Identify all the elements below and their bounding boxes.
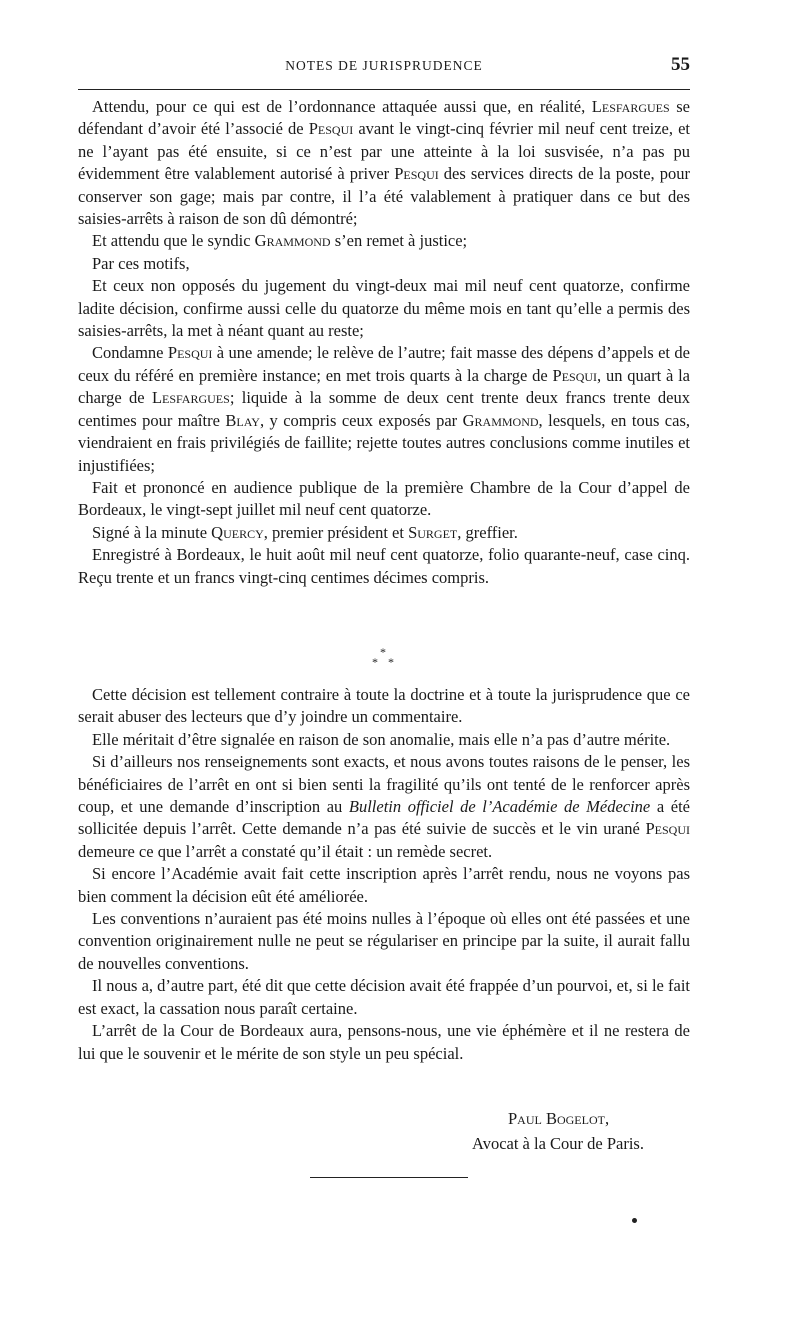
proper-name: Surget	[408, 522, 458, 542]
signature-block	[472, 1108, 692, 1158]
text-run: Attendu, pour ce qui est de l’ordonnance attaquée aussi que, en réalité,	[92, 97, 592, 116]
text-run: , premier président et	[263, 522, 409, 542]
judgment-paragraph	[78, 544, 690, 589]
commentary-paragraph	[78, 863, 690, 908]
text-run: Les conventions n’auraient pas été moins nulles à l’époque où elles ont été passées et une convention originairement nulle ne peut se régulariser en principe par la suite, il aurait fallu de nouvelles conventions.	[78, 909, 690, 973]
proper-name: Pesqui	[394, 164, 439, 184]
judgment-paragraph	[78, 275, 690, 342]
judgment-paragraph	[78, 253, 690, 275]
text-run: Fait et prononcé en audience publique de la première Chambre de la Cour d’appel de Bordeaux, le vingt-sept juillet mil neuf cent quatorze.	[78, 477, 690, 520]
header-rule	[78, 89, 690, 90]
text-run: Enregistré à Bordeaux, le huit août mil neuf cent quatorze, folio quarante-neuf, case cinq. Reçu trente et un francs vingt-cinq centimes décimes compris.	[78, 545, 690, 587]
judgment-paragraph	[78, 96, 690, 230]
text-run: , lesquels, en tous cas, viendraient en frais privilégiés de faillite; rejette toutes autres conclusions comme inutiles et injustifiées;	[78, 410, 690, 475]
proper-name: Grammond	[462, 410, 539, 430]
judgment-paragraph	[78, 522, 690, 544]
asterism-star-right: *	[388, 655, 394, 669]
footer-rule	[310, 1177, 468, 1178]
page-number: 55	[671, 54, 690, 75]
text-run: se défendant d’avoir été l’associé de	[78, 97, 690, 139]
text-run: Il nous a, d’autre part, été dit que cette décision avait été frappée d’un pourvoi, et, si le fait est exact, la cassation nous paraît certaine.	[78, 976, 690, 1018]
author-name: Paul Bogelot,	[508, 1109, 610, 1128]
commentary-paragraph	[78, 684, 690, 729]
commentary-paragraph	[78, 729, 690, 751]
commentary-paragraph	[78, 975, 690, 1020]
text-run: Signé à la minute	[92, 522, 212, 542]
text-run: Si d’ailleurs nos renseignements sont exacts, et nous avons toutes raisons de le penser, les bénéficiaires de l’arrêt en ont si bien senti la fragilité qu’ils ont tenté de le renforcer après coup, et une demande d’inscription au	[78, 752, 690, 817]
text-run: demeure ce que l’arrêt a constaté qu’il était : un remède secret.	[78, 841, 493, 861]
page-header	[78, 54, 690, 82]
proper-name: Blay	[225, 410, 260, 430]
text-run: a été sollicitée depuis l’arrêt. Cette demande n’a pas été suivie de succès et le vin urané	[78, 797, 690, 839]
text-run: Si encore l’Académie avait fait cette inscription après l’arrêt rendu, nous ne voyons pas bien comment la décision eût été améliorée.	[78, 864, 690, 906]
judgment-paragraph	[78, 477, 690, 522]
proper-name: Lesfargues	[591, 97, 670, 116]
asterism-star-left: *	[372, 655, 378, 669]
text-run: Condamne	[92, 343, 168, 363]
proper-name: Pesqui	[308, 119, 354, 139]
text-run: avant le vingt-cinq février mil neuf cent treize, et ne l’ayant pas été ensuite, si ce n’est par une atteinte à la loi susvisée, n’a pas pu évidemment être valablement autorisé à priver	[78, 119, 690, 184]
text-run: à une amende; le relève de l’autre; fait masse des dépens d’appels et de ceux du référé en première instance; en met trois quarts à la charge de	[78, 343, 690, 385]
ink-dot	[632, 1218, 637, 1223]
running-title: NOTES DE JURISPRUDENCE	[285, 58, 483, 73]
text-run: Cette décision est tellement contraire à toute la doctrine et à toute la jurisprudence que ce serait abuser des lecteurs que d’y joindre un commentaire.	[78, 685, 690, 727]
commentary-text	[78, 684, 690, 1065]
text-run: des services directs de la poste, pour conserver son gage; mais par contre, il l’a été valablement à pratiquer dans ce but des saisies-arrêts à raison de son dû démontré;	[78, 164, 690, 229]
proper-name: Pesqui	[167, 343, 213, 363]
text-run: s’en remet à justice;	[330, 231, 468, 251]
text-run: , un quart à la charge de	[78, 365, 690, 408]
commentary-paragraph	[78, 751, 690, 863]
text-run: ; liquide à la somme de deux cent trente deux francs trente deux centimes pour maître	[78, 388, 690, 430]
proper-name: Grammond	[254, 231, 331, 251]
text-run: L’arrêt de la Cour de Bordeaux aura, pensons-nous, une vie éphémère et il ne restera de lui que le souvenir et le mérite de son style un peu spécial.	[78, 1021, 690, 1063]
italic-title: Bulletin officiel de l’Académie de Médecine	[348, 797, 651, 817]
text-run: Par ces motifs,	[92, 253, 190, 273]
commentary-paragraph	[78, 1020, 690, 1065]
proper-name: Pesqui	[645, 819, 690, 839]
commentary-paragraph	[78, 908, 690, 975]
asterism-star-top: *	[380, 645, 386, 659]
text-run: Et ceux non opposés du jugement du vingt-deux mai mil neuf cent quatorze, confirme ladite décision, confirme aussi celle du quatorze du même mois en tant qu’elle a permis des saisies-arrêts, la met à néant quant au reste;	[78, 276, 690, 341]
asterism-separator	[370, 646, 400, 676]
author-title: Avocat à la Cour de Paris.	[472, 1134, 644, 1154]
text-run: Elle méritait d’être signalée en raison de son anomalie, mais elle n’a pas d’autre mérite.	[92, 729, 671, 749]
text-run: Et attendu que le syndic	[92, 231, 255, 251]
proper-name: Lesfargues	[151, 388, 230, 408]
judgment-paragraph	[78, 342, 690, 476]
judgment-text	[78, 96, 690, 589]
proper-name: Pesqui	[552, 365, 598, 385]
text-run: , greffier.	[457, 522, 518, 542]
text-run: , y compris ceux exposés par	[259, 410, 463, 430]
judgment-paragraph	[78, 230, 690, 252]
proper-name: Quercy	[211, 522, 264, 542]
